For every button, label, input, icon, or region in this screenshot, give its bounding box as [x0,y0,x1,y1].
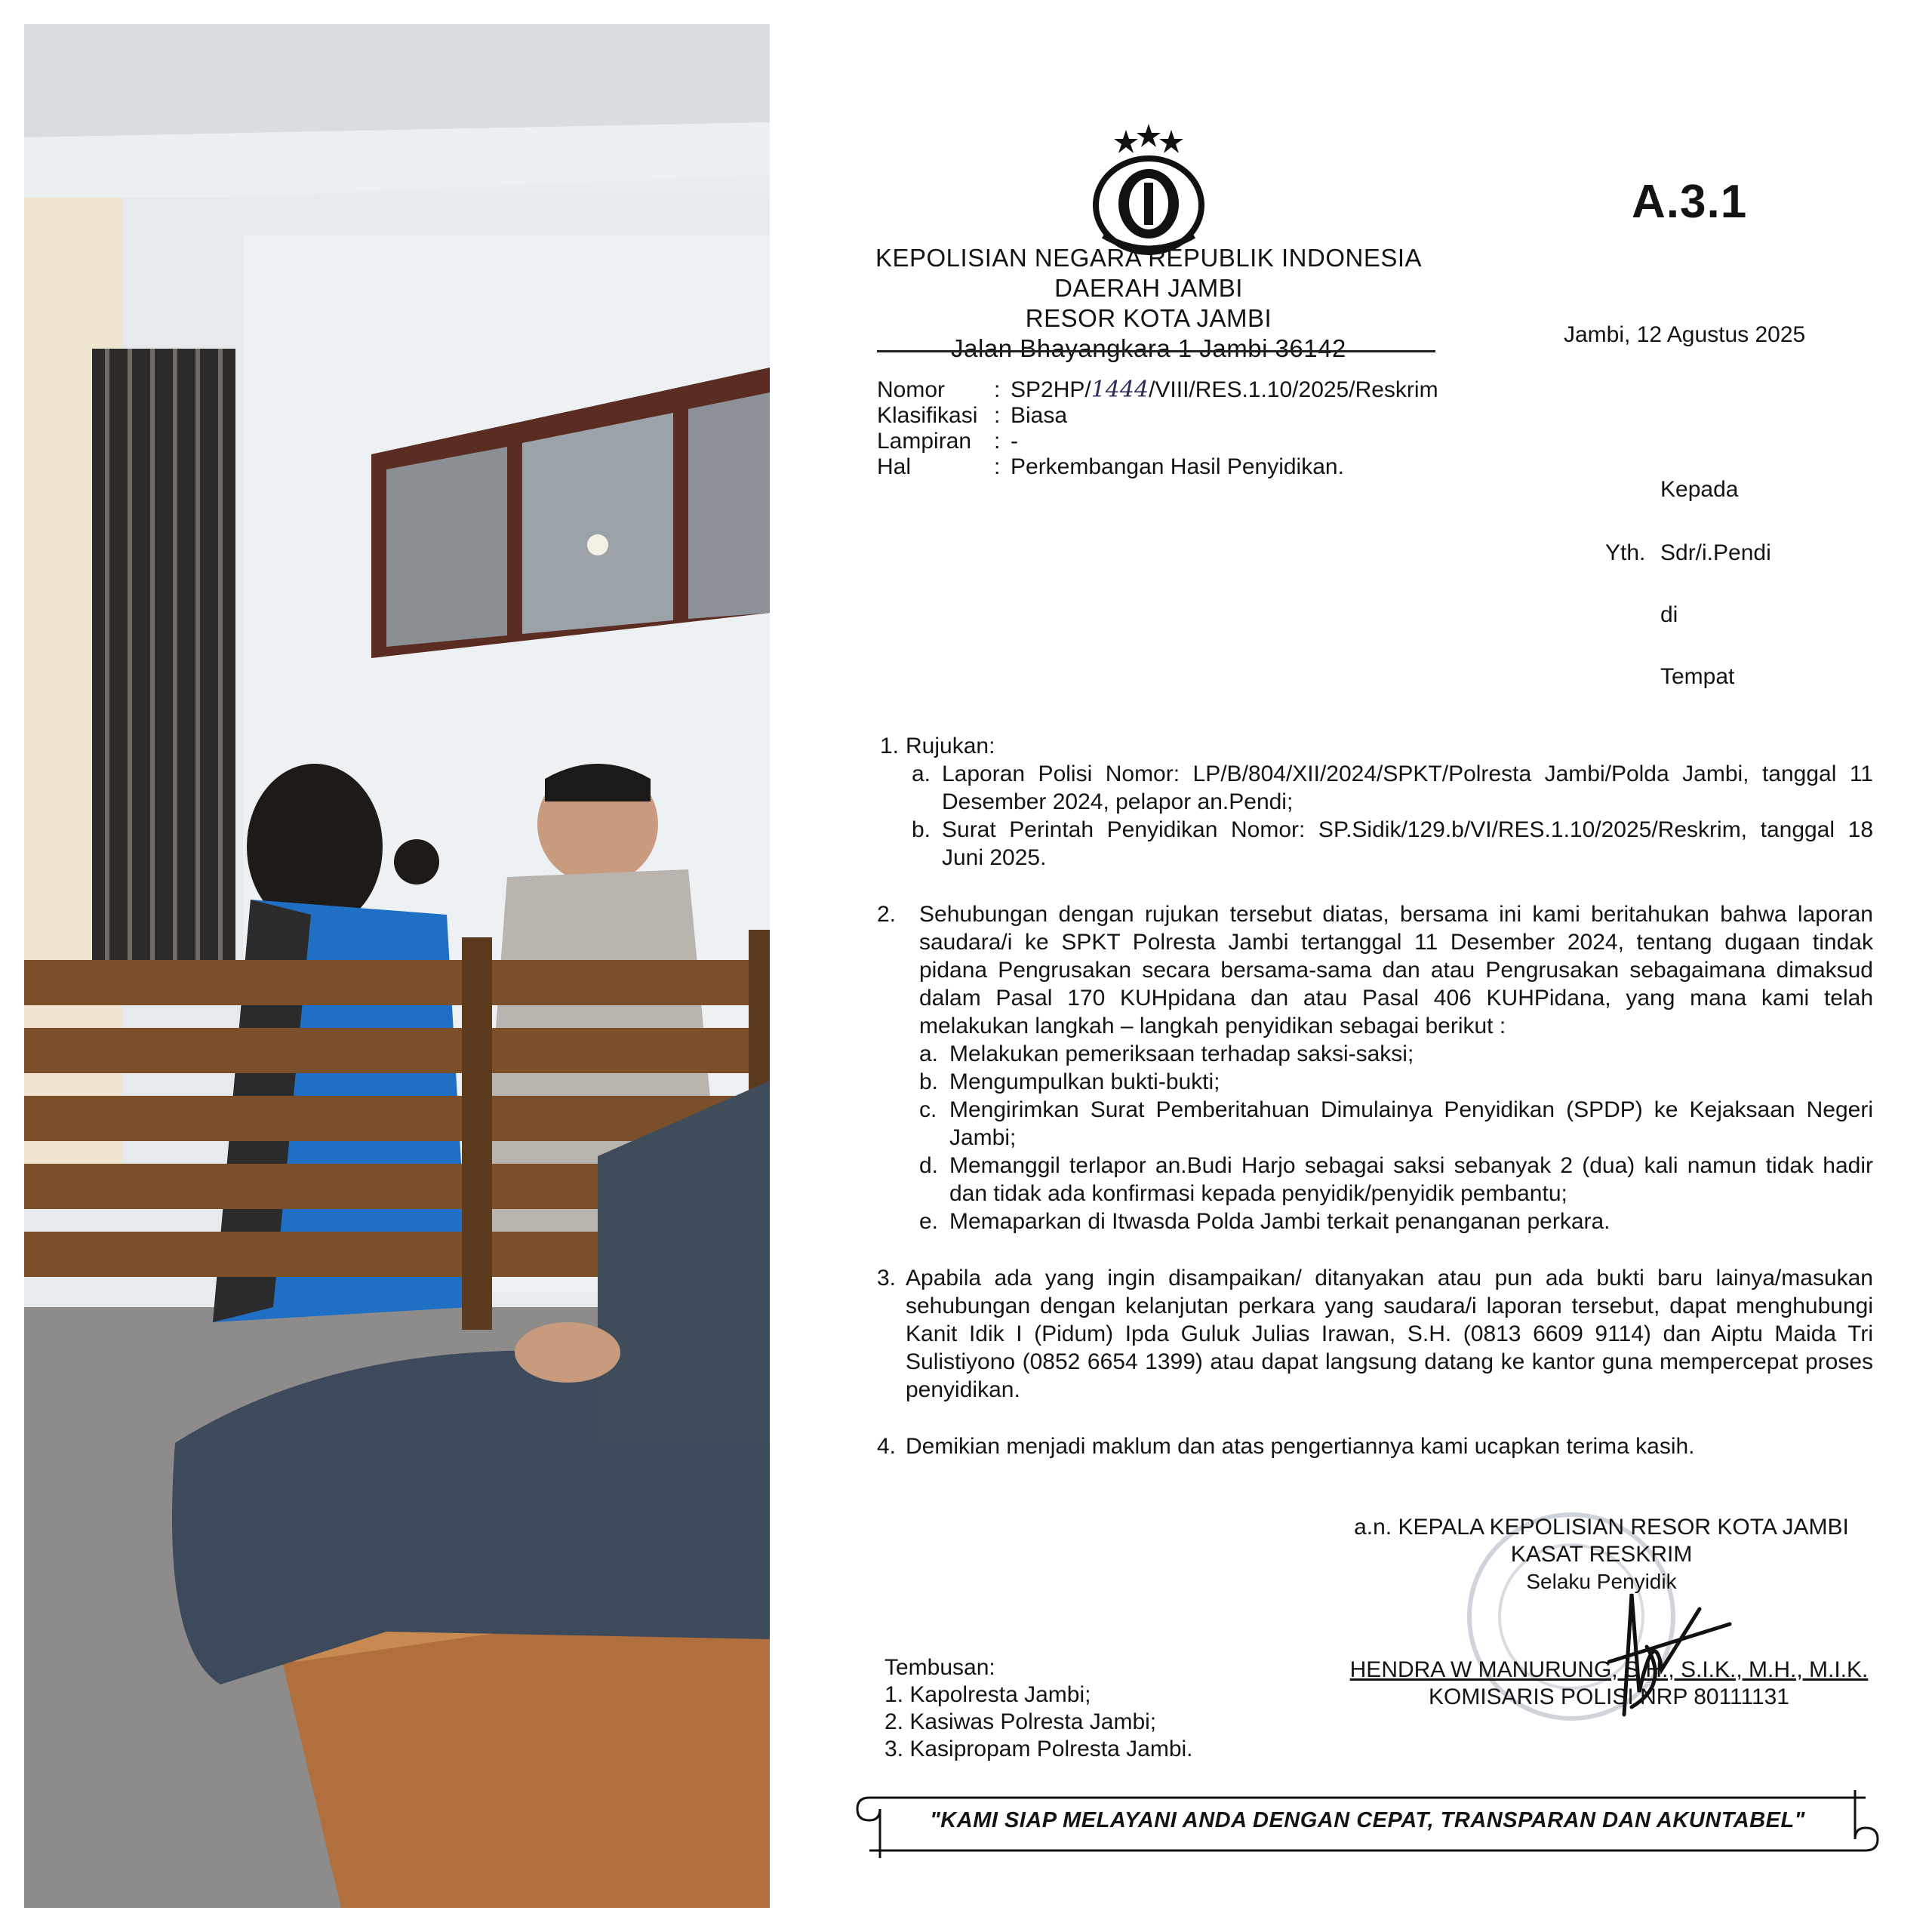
point-1-a [877,760,1873,816]
recipient-tempat: Tempat [1660,664,1735,689]
point-4 [877,1432,1873,1460]
point-3-text: Apabila ada yang ingin disampaikan/ ditanyakan atau pun ada bukti baru lainya/masukan sehubungan dengan kelanjutan perkara yang saudara/i laporan tersebut, dapat menghubungi Kanit Idik I (Pidum) Ipda Guluk Julias Irawan, S.H. (0813 6609 9114) dan Aiptu Maida Tri Sulistiyono (0852 6654 1399) atau dapat langsung datang ke kantor guna mempercepat proses penyidikan. [906,1266,1873,1402]
point-2-c [877,1096,1873,1152]
cc-title: Tembusan: [884,1655,995,1680]
point-1-a-text: Laporan Polisi Nomor: LP/B/804/XII/2024/SPKT/Polresta Jambi/Polda Jambi, tanggal 11 Desember 2024, pelapor an.Pendi; [942,761,1873,814]
meta-hal [877,454,1438,480]
point-1-number: 1. [880,734,900,758]
letter-body [877,732,1873,1489]
cc-item: 1. Kapolresta Jambi; [884,1682,1091,1707]
point-1-b [877,816,1873,872]
letterhead-unit: RESOR KOTA JAMBI [1025,304,1272,332]
point-4-text: Demikian menjadi maklum dan atas pengertiannya kami ucapkan terima kasih. [906,1434,1695,1459]
letter-date: Jambi, 12 Agustus 2025 [1564,322,1806,347]
meta-nomor-handwritten: 1444 [1091,377,1149,403]
point-2-b [877,1068,1873,1096]
point-1-b-label: b. [912,817,931,842]
meta-colon: : [994,403,1001,428]
meta-nomor [877,377,1438,403]
meta-lampiran-label: Lampiran [877,429,972,454]
meta-nomor-post: /VIII/RES.1.10/2025/Reskrim [1149,377,1438,402]
waiting-room-photo [24,24,770,1908]
letterhead-institution: KEPOLISIAN NEGARA REPUBLIK INDONESIA [875,244,1423,272]
recipient-di: di [1660,602,1678,627]
meta-klasifikasi-label: Klasifikasi [877,403,978,428]
point-2-text: Sehubungan dengan rujukan tersebut diatas, bersama ini kami beritahukan bahwa laporan saudara/i ke SPKT Polresta Jambi tertanggal 11 Desember 2024, tentang dugaan tindak pidana Pengrusakan secara bersama-sama dan atau Pengrusakan sebagaimana dimaksud dalam Pasal 170 KUHpidana dan atau Pasal 406 KUHPidana, yang mana kami telah melakukan langkah – langkah penyidikan sebagai berikut : [919,902,1873,1038]
point-1-title: Rujukan: [906,734,995,758]
waiting-room-illustration [24,24,770,1908]
meta-hal-value: Perkembangan Hasil Penyidikan. [1011,454,1344,479]
point-2-c-label: c. [919,1097,937,1122]
point-3 [877,1264,1873,1404]
cc-item: 3. Kasipropam Polresta Jambi. [884,1737,1193,1761]
point-2-e [877,1208,1873,1235]
cc-item: 2. Kasiwas Polresta Jambi; [884,1709,1157,1734]
meta-hal-label: Hal [877,454,912,479]
letterhead-address: Jalan Bhayangkara 1 Jambi 36142 [951,334,1346,362]
police-emblem-icon [1088,122,1209,258]
meta-klasifikasi-value: Biasa [1011,403,1068,428]
letterhead-region: DAERAH JAMBI [1054,274,1243,302]
meta-colon: : [994,454,1001,479]
recipient-name: Sdr/i.Pendi [1660,540,1771,565]
point-2 [877,900,1873,1235]
point-2-d-text: Memanggil terlapor an.Budi Harjo sebagai saksi sebanyak 2 (dua) kali namun tidak hadir dan tidak ada konfirmasi kepada penyidik/penyidik pembantu; [949,1153,1873,1206]
point-2-e-text: Memaparkan di Itwasda Polda Jambi terkait penanganan perkara. [949,1209,1611,1234]
meta-klasifikasi [877,403,1438,429]
letter-meta [877,377,1438,480]
point-2-b-text: Mengumpulkan bukti-bukti; [949,1069,1220,1094]
point-2-b-label: b. [919,1069,939,1094]
signature-on-behalf: a.n. KEPALA KEPOLISIAN RESOR KOTA JAMBI [1354,1515,1849,1540]
point-2-a [877,1040,1873,1068]
letterhead [839,243,1458,364]
meta-nomor-label: Nomor [877,377,946,402]
police-letter [794,24,1908,1908]
signatory-name: HENDRA W MANURUNG, S.H., S.I.K., M.H., M.I.K. [1349,1657,1869,1682]
meta-lampiran [877,429,1438,454]
signature-position: KASAT RESKRIM [1510,1542,1693,1567]
form-code: A.3.1 [1632,176,1748,228]
point-2-a-label: a. [919,1041,939,1066]
motto-text: "KAMI SIAP MELAYANI ANDA DENGAN CEPAT, TRANSPARAN DAN AKUNTABEL" [930,1808,1805,1832]
point-3-number: 3. [877,1266,897,1291]
point-1-b-text: Surat Perintah Penyidikan Nomor: SP.Sidik/129.b/VI/RES.1.10/2025/Reskrim, tanggal 18 Juni 2025. [942,817,1873,870]
letterhead-divider [877,350,1435,352]
point-2-a-text: Melakukan pemeriksaan terhadap saksi-saksi; [949,1041,1414,1066]
signatory-rank: KOMISARIS POLISI NRP 80111131 [1428,1684,1789,1709]
motto-banner [854,1783,1881,1866]
recipient-kepada: Kepada [1660,477,1739,502]
point-1 [877,732,1873,872]
meta-colon: : [994,429,1001,454]
carbon-copy-list [884,1654,1193,1763]
meta-lampiran-value: - [1011,429,1018,454]
point-2-number: 2. [877,902,897,927]
point-4-number: 4. [877,1434,897,1459]
point-2-c-text: Mengirimkan Surat Pemberitahuan Dimulainya Penyidikan (SPDP) ke Kejaksaan Negeri Jambi; [949,1097,1873,1150]
recipient-yth: Yth. [1605,540,1646,565]
signature-role: Selaku Penyidik [1526,1570,1677,1593]
point-2-d-label: d. [919,1153,939,1178]
meta-colon: : [994,377,1001,402]
meta-nomor-pre: SP2HP/ [1011,377,1091,402]
point-2-d [877,1152,1873,1208]
point-1-a-label: a. [912,761,931,786]
point-2-e-label: e. [919,1209,939,1234]
